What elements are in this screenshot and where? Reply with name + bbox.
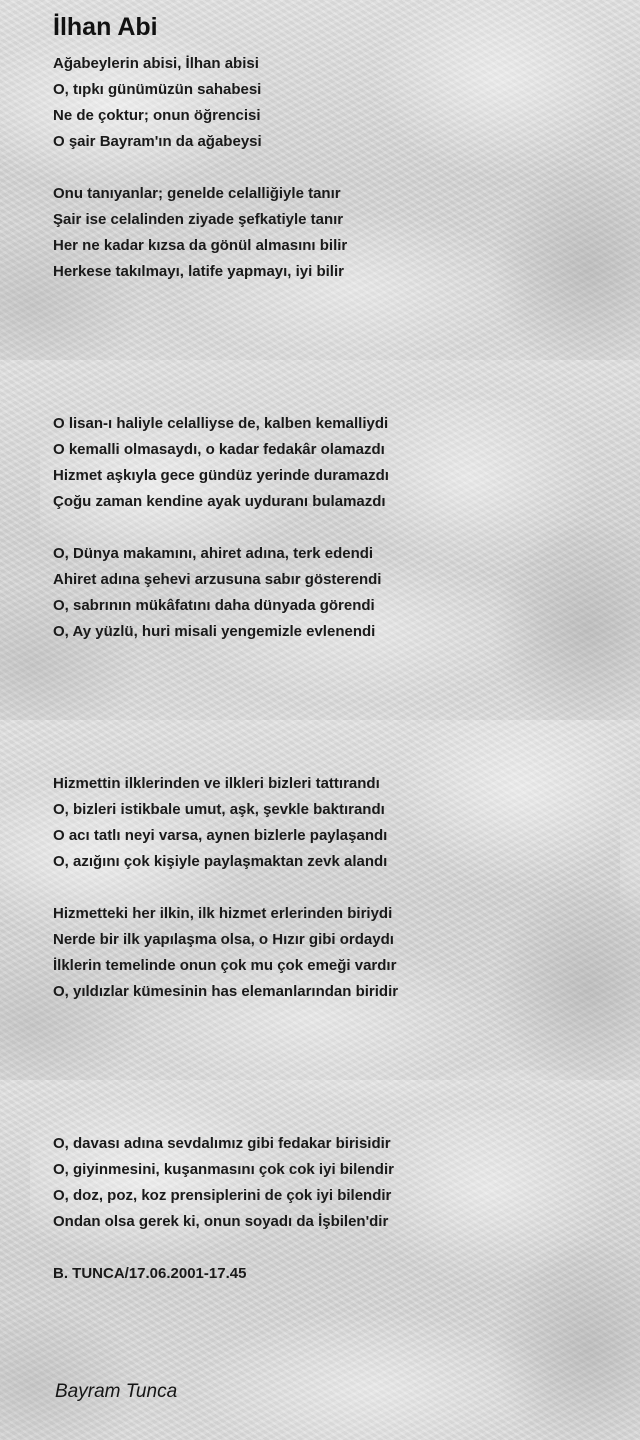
poem-line: Çoğu zaman kendine ayak uyduranı bulamazdı: [53, 493, 386, 510]
poem-line: Hizmet aşkıyla gece gündüz yerinde duramazdı: [53, 467, 389, 484]
poem-line: Ne de çoktur; onun öğrencisi: [53, 107, 261, 124]
poem-line: Nerde bir ilk yapılaşma olsa, o Hızır gibi ordaydı: [53, 931, 394, 948]
poem-line: Şair ise celalinden ziyade şefkatiyle tanır: [53, 211, 344, 228]
poem-line: Ağabeylerin abisi, İlhan abisi: [53, 55, 259, 72]
poem-line: Hizmettin ilklerinden ve ilkleri bizleri tattırandı: [53, 775, 380, 792]
poem-panel-1: [0, 0, 640, 360]
poem-line: Hizmetteki her ilkin, ilk hizmet erlerinden biriydi: [53, 905, 393, 922]
poem-line: Ondan olsa gerek ki, onun soyadı da İşbilen'dir: [53, 1213, 389, 1230]
poem-line: O, Ay yüzlü, huri misali yengemizle evlenendi: [53, 623, 376, 640]
poem-line: O, giyinmesini, kuşanmasını çok cok iyi bilendir: [53, 1161, 394, 1178]
poem-line: Herkese takılmayı, latife yapmayı, iyi bilir: [53, 263, 344, 280]
poem-line: O, yıldızlar kümesinin has elemanlarından biridir: [53, 983, 399, 1000]
poem-line: Ahiret adına şehevi arzusuna sabır gösterendi: [53, 571, 382, 588]
poem-panel-3: [0, 720, 640, 1080]
poem-line: O, tıpkı günümüzün sahabesi: [53, 81, 262, 98]
poem-line: O acı tatlı neyi varsa, aynen bizlerle paylaşandı: [53, 827, 388, 844]
poem-line: O lisan-ı haliyle celalliyse de, kalben kemalliydi: [53, 415, 389, 432]
poem-line: İlklerin temelinde onun çok mu çok emeği vardır: [53, 957, 397, 974]
poem-signature-date: B. TUNCA/17.06.2001-17.45: [53, 1265, 247, 1282]
poem-line: O, Dünya makamını, ahiret adına, terk edendi: [53, 545, 374, 562]
poem-line: O, davası adına sevdalımız gibi fedakar birisidir: [53, 1135, 391, 1152]
poem-title: İlhan Abi: [53, 13, 158, 41]
poem-line: Her ne kadar kızsa da gönül almasını bilir: [53, 237, 348, 254]
poem-line: Onu tanıyanlar; genelde celalliğiyle tanır: [53, 185, 341, 202]
poem-line: O şair Bayram'ın da ağabeysi: [53, 133, 262, 150]
poem-line: O kemalli olmasaydı, o kadar fedakâr olamazdı: [53, 441, 385, 458]
author-name: Bayram Tunca: [55, 1381, 178, 1402]
poem-line: O, sabrının mükâfatını daha dünyada görendi: [53, 597, 375, 614]
poem-panel-4: [0, 1080, 640, 1440]
poem-line: O, azığını çok kişiyle paylaşmaktan zevk alandı: [53, 853, 388, 870]
poem-line: O, bizleri istikbale umut, aşk, şevkle baktırandı: [53, 801, 385, 818]
poem-panel-2: [0, 360, 640, 720]
poem-line: O, doz, poz, koz prensiplerini de çok iyi bilendir: [53, 1187, 392, 1204]
